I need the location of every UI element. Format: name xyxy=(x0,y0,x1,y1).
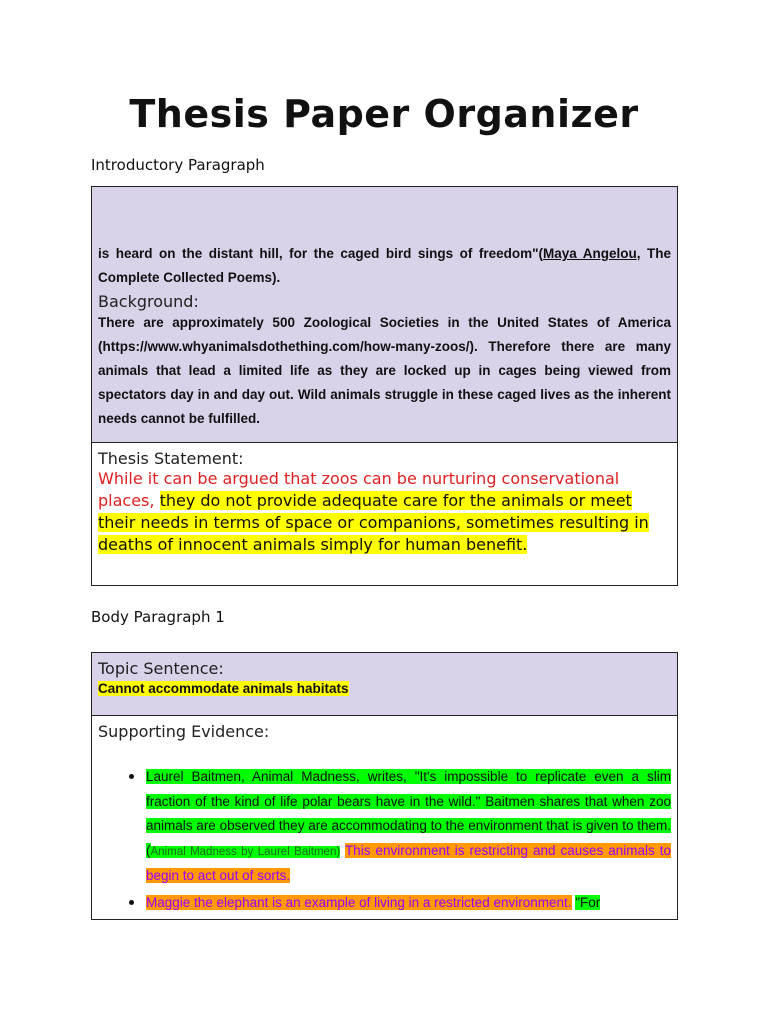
intro-section-label: Introductory Paragraph xyxy=(91,156,265,174)
thesis-cell xyxy=(92,442,677,556)
page-title: Thesis Paper Organizer xyxy=(129,92,639,136)
body1-section-label: Body Paragraph 1 xyxy=(91,608,225,626)
hook-quote xyxy=(98,242,671,290)
background-text: There are approximately 500 Zoological Societies in the United States of America (https://www.whyanimalsdothething.com/how-many-zoos/). Therefore there are many animals that lead a limited life as they are locked up in cages being viewed from spectators day in and day out. Wild animals struggle in these caged lives as the inherent needs cannot be fulfilled. xyxy=(98,315,671,426)
body1-organizer-box xyxy=(91,652,678,920)
background-header: Background: xyxy=(98,292,199,311)
evidence-cell xyxy=(92,715,677,915)
evidence-list xyxy=(98,763,671,915)
hook-quote-start: is heard on the distant hill, for the caged bird sings of freedom"( xyxy=(98,246,543,261)
evidence-header: Supporting Evidence: xyxy=(98,722,270,741)
thesis-header: Thesis Statement: xyxy=(98,449,244,468)
evidence-citation: Animal Madness by Laurel Baitmen) xyxy=(150,845,341,858)
evidence-item xyxy=(146,763,671,889)
evidence-quote: Laurel Baitmen, Animal Madness, writes, "It's impossible to replicate even a slim fraction of the kind of life polar bears have in the wild." Baitmen shares that when zoo animals are observed they are accommodating to the environment that is given to them. ( xyxy=(146,769,671,858)
hook-author: Maya Angelou xyxy=(543,246,637,261)
intro-organizer-box xyxy=(91,186,678,586)
thesis-counterargument: While it can be argued that zoos can be nurturing conservational places, xyxy=(98,469,620,510)
evidence-quote: "For xyxy=(575,894,601,910)
hook-quote-end: , The Complete Collected Poems). xyxy=(98,246,671,285)
topic-text: Cannot accommodate animals habitats xyxy=(98,681,349,696)
topic-header: Topic Sentence: xyxy=(98,659,224,678)
thesis-claim: they do not provide adequate care for the animals or meet their needs in terms of space or companions, sometimes resulting in deaths of innocent animals simply for human benefit. xyxy=(98,491,649,554)
evidence-analysis: Maggie the elephant is an example of living in a restricted environment. xyxy=(146,894,572,910)
evidence-analysis: This environment is restricting and causes animals to begin to act out of sorts. xyxy=(146,842,671,883)
evidence-item xyxy=(146,889,671,916)
thesis-statement xyxy=(98,468,671,556)
intro-hook-background-cell xyxy=(92,187,677,442)
topic-sentence-cell xyxy=(92,653,677,715)
